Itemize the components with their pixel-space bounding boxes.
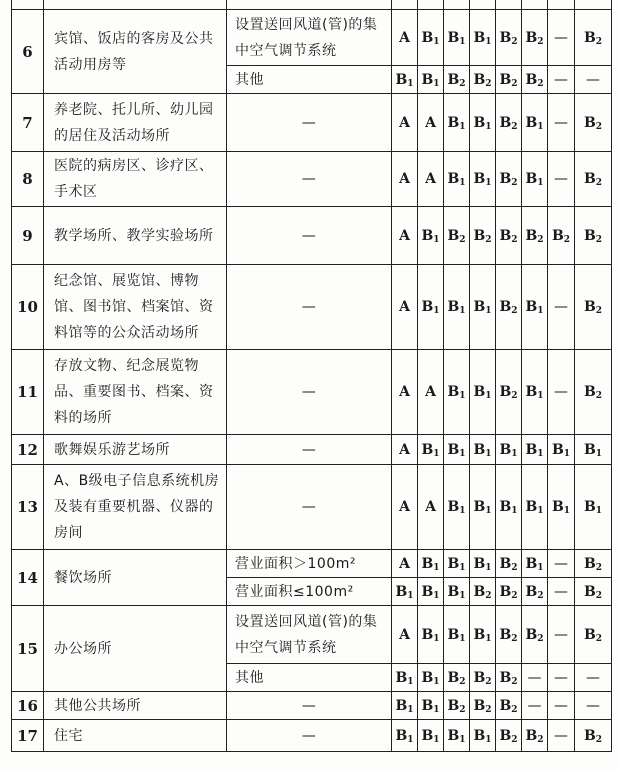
grade-cell: $B_2$ — [470, 66, 496, 94]
grade-cell: $B_1$ — [470, 465, 496, 550]
grade-cell: $B_1$ — [418, 207, 444, 265]
grade-cell: $B_1$ — [522, 550, 548, 578]
grade-cell: $B_1$ — [522, 350, 548, 435]
grade-cell: A — [392, 94, 418, 152]
grade-cell: $B_1$ — [418, 265, 444, 350]
grade-cell: A — [392, 207, 418, 265]
grade-cell: $B_2$ — [444, 664, 470, 692]
building-place: 办公场所 — [44, 606, 227, 692]
row-number: 7 — [12, 94, 44, 152]
row-number: 6 — [12, 10, 44, 94]
grade-cell: $B_2$ — [522, 578, 548, 606]
grade-cell: A — [392, 265, 418, 350]
grade-cell: — — [575, 664, 612, 692]
fire-rating-table — [11, 0, 612, 752]
grade-cell: A — [392, 435, 418, 465]
grade-cell: $B_2$ — [522, 207, 548, 265]
grade-cell: A — [392, 550, 418, 578]
table-row — [12, 152, 612, 207]
grade-cell: $B_1$ — [496, 465, 522, 550]
grade-cell: A — [392, 350, 418, 435]
grade-cell: $B_2$ — [496, 578, 522, 606]
grade-cell: $B_2$ — [470, 207, 496, 265]
grade-cell: — — [548, 720, 575, 752]
table-row — [12, 435, 612, 465]
condition-cell: — — [227, 720, 392, 752]
grade-cell: $B_1$ — [444, 350, 470, 435]
grade-cell: $B_1$ — [418, 692, 444, 720]
grade-cell: — — [548, 66, 575, 94]
table-body — [12, 0, 612, 752]
grade-cell: $B_1$ — [444, 10, 470, 66]
grade-cell: $B_1$ — [418, 606, 444, 664]
grade-cell: — — [522, 664, 548, 692]
grade-cell: $B_1$ — [418, 550, 444, 578]
grade-cell: $B_2$ — [444, 66, 470, 94]
grade-cell: $B_1$ — [522, 94, 548, 152]
grade-cell: $B_1$ — [470, 94, 496, 152]
grade-cell: $B_2$ — [470, 578, 496, 606]
grade-cell: $B_2$ — [496, 94, 522, 152]
condition-cell: — — [227, 692, 392, 720]
grade-cell: $B_2$ — [496, 10, 522, 66]
grade-cell: $B_1$ — [444, 465, 470, 550]
grade-cell: $B_2$ — [496, 550, 522, 578]
grade-cell: — — [548, 606, 575, 664]
table-row — [12, 550, 612, 578]
building-place: 医院的病房区、诊疗区、手术区 — [44, 152, 227, 207]
grade-cell: $B_2$ — [575, 578, 612, 606]
grade-cell: $B_1$ — [418, 664, 444, 692]
grade-cell: $B_1$ — [470, 550, 496, 578]
grade-cell: A — [392, 465, 418, 550]
building-place: 歌舞娱乐游艺场所 — [44, 435, 227, 465]
grade-cell: $B_1$ — [548, 435, 575, 465]
grade-cell: $B_1$ — [392, 664, 418, 692]
grade-cell: $B_1$ — [418, 720, 444, 752]
grade-cell: — — [548, 350, 575, 435]
row-number: 13 — [12, 465, 44, 550]
grade-cell: $B_2$ — [575, 152, 612, 207]
grade-cell: $B_1$ — [548, 465, 575, 550]
grade-cell: $B_2$ — [496, 720, 522, 752]
grade-cell: $B_2$ — [496, 606, 522, 664]
grade-cell: A — [392, 10, 418, 66]
grade-cell: $B_1$ — [444, 720, 470, 752]
condition-cell: 营业面积≤100m² — [227, 578, 392, 606]
grade-cell: $B_1$ — [392, 720, 418, 752]
grade-cell: $B_2$ — [496, 152, 522, 207]
grade-cell: $B_1$ — [470, 10, 496, 66]
condition-cell: 设置送回风道(管)的集中空气调节系统 — [227, 10, 392, 66]
grade-cell: $B_2$ — [470, 692, 496, 720]
row-number: 9 — [12, 207, 44, 265]
grade-cell: $B_2$ — [444, 207, 470, 265]
condition-cell: 其他 — [227, 664, 392, 692]
grade-cell: — — [548, 664, 575, 692]
grade-cell: $B_1$ — [418, 578, 444, 606]
building-place: A、B级电子信息系统机房及装有重要机器、仪器的房间 — [44, 465, 227, 550]
grade-cell: $B_2$ — [575, 550, 612, 578]
table-row — [12, 465, 612, 550]
table-row — [12, 350, 612, 435]
grade-cell: $B_2$ — [496, 66, 522, 94]
grade-cell: $B_2$ — [522, 10, 548, 66]
grade-cell: A — [392, 152, 418, 207]
grade-cell: $B_1$ — [470, 606, 496, 664]
condition-cell: 设置送回风道(管)的集中空气调节系统 — [227, 606, 392, 664]
grade-cell: $B_1$ — [575, 435, 612, 465]
grade-cell: — — [548, 692, 575, 720]
condition-cell: — — [227, 94, 392, 152]
grade-cell: $B_1$ — [470, 435, 496, 465]
grade-cell: $B_2$ — [470, 664, 496, 692]
grade-cell: $B_2$ — [496, 207, 522, 265]
condition-cell: — — [227, 435, 392, 465]
grade-cell: A — [392, 606, 418, 664]
grade-cell: — — [548, 152, 575, 207]
grade-cell: $B_2$ — [575, 94, 612, 152]
table-row — [12, 207, 612, 265]
grade-cell: $B_2$ — [522, 606, 548, 664]
row-number: 16 — [12, 692, 44, 720]
condition-cell: — — [227, 465, 392, 550]
building-place: 存放文物、纪念展览物品、重要图书、档案、资料的场所 — [44, 350, 227, 435]
grade-cell: $B_2$ — [575, 720, 612, 752]
building-place: 宾馆、饭店的客房及公共活动用房等 — [44, 10, 227, 94]
grade-cell: A — [418, 350, 444, 435]
grade-cell: $B_2$ — [496, 692, 522, 720]
grade-cell: — — [548, 10, 575, 66]
table-row — [12, 10, 612, 66]
grade-cell: $B_2$ — [575, 10, 612, 66]
grade-cell: $B_1$ — [444, 152, 470, 207]
grade-cell: $B_2$ — [575, 265, 612, 350]
grade-cell: $B_2$ — [575, 207, 612, 265]
condition-cell: 其他 — [227, 66, 392, 94]
row-number: 8 — [12, 152, 44, 207]
grade-cell: $B_1$ — [392, 578, 418, 606]
grade-cell: A — [418, 465, 444, 550]
table-row — [12, 606, 612, 664]
grade-cell: $B_1$ — [470, 720, 496, 752]
building-place: 餐饮场所 — [44, 550, 227, 606]
grade-cell: $B_1$ — [418, 435, 444, 465]
condition-cell: — — [227, 152, 392, 207]
grade-cell: — — [575, 692, 612, 720]
row-number: 14 — [12, 550, 44, 606]
grade-cell: — — [522, 692, 548, 720]
grade-cell: $B_1$ — [444, 94, 470, 152]
grade-cell: $B_1$ — [418, 66, 444, 94]
grade-cell: $B_1$ — [392, 66, 418, 94]
table-row — [12, 265, 612, 350]
grade-cell: — — [548, 578, 575, 606]
condition-cell: — — [227, 350, 392, 435]
building-place: 养老院、托儿所、幼儿园的居住及活动场所 — [44, 94, 227, 152]
condition-cell: — — [227, 207, 392, 265]
grade-cell: $B_1$ — [496, 435, 522, 465]
grade-cell: $B_2$ — [496, 664, 522, 692]
table-row — [12, 720, 612, 752]
grade-cell: $B_1$ — [522, 152, 548, 207]
condition-cell: — — [227, 265, 392, 350]
grade-cell: $B_1$ — [392, 692, 418, 720]
grade-cell: — — [548, 265, 575, 350]
table-row — [12, 94, 612, 152]
grade-cell: $B_2$ — [496, 265, 522, 350]
grade-cell: $B_1$ — [470, 265, 496, 350]
grade-cell: $B_1$ — [470, 350, 496, 435]
grade-cell: $B_2$ — [522, 66, 548, 94]
grade-cell: $B_1$ — [470, 152, 496, 207]
building-place: 其他公共场所 — [44, 692, 227, 720]
grade-cell: — — [548, 550, 575, 578]
grade-cell: $B_1$ — [444, 578, 470, 606]
grade-cell: $B_1$ — [575, 465, 612, 550]
grade-cell: — — [548, 94, 575, 152]
row-number: 15 — [12, 606, 44, 692]
grade-cell: $B_1$ — [444, 265, 470, 350]
grade-cell: $B_2$ — [548, 207, 575, 265]
table-top-edge-row — [12, 0, 612, 10]
grade-cell: $B_2$ — [444, 692, 470, 720]
grade-cell: — — [575, 66, 612, 94]
grade-cell: A — [418, 152, 444, 207]
grade-cell: $B_1$ — [522, 465, 548, 550]
building-place: 教学场所、教学实验场所 — [44, 207, 227, 265]
condition-cell: 营业面积＞100m² — [227, 550, 392, 578]
grade-cell: $B_1$ — [418, 10, 444, 66]
grade-cell: $B_2$ — [575, 350, 612, 435]
row-number: 12 — [12, 435, 44, 465]
grade-cell: A — [418, 94, 444, 152]
grade-cell: $B_1$ — [444, 435, 470, 465]
grade-cell: $B_1$ — [444, 606, 470, 664]
grade-cell: $B_2$ — [496, 350, 522, 435]
grade-cell: $B_1$ — [444, 550, 470, 578]
row-number: 17 — [12, 720, 44, 752]
building-place: 纪念馆、展览馆、博物馆、图书馆、档案馆、资料馆等的公众活动场所 — [44, 265, 227, 350]
grade-cell: $B_1$ — [522, 265, 548, 350]
grade-cell: $B_2$ — [522, 720, 548, 752]
grade-cell: $B_2$ — [575, 606, 612, 664]
table-row — [12, 692, 612, 720]
row-number: 11 — [12, 350, 44, 435]
row-number: 10 — [12, 265, 44, 350]
building-place: 住宅 — [44, 720, 227, 752]
grade-cell: $B_1$ — [522, 435, 548, 465]
